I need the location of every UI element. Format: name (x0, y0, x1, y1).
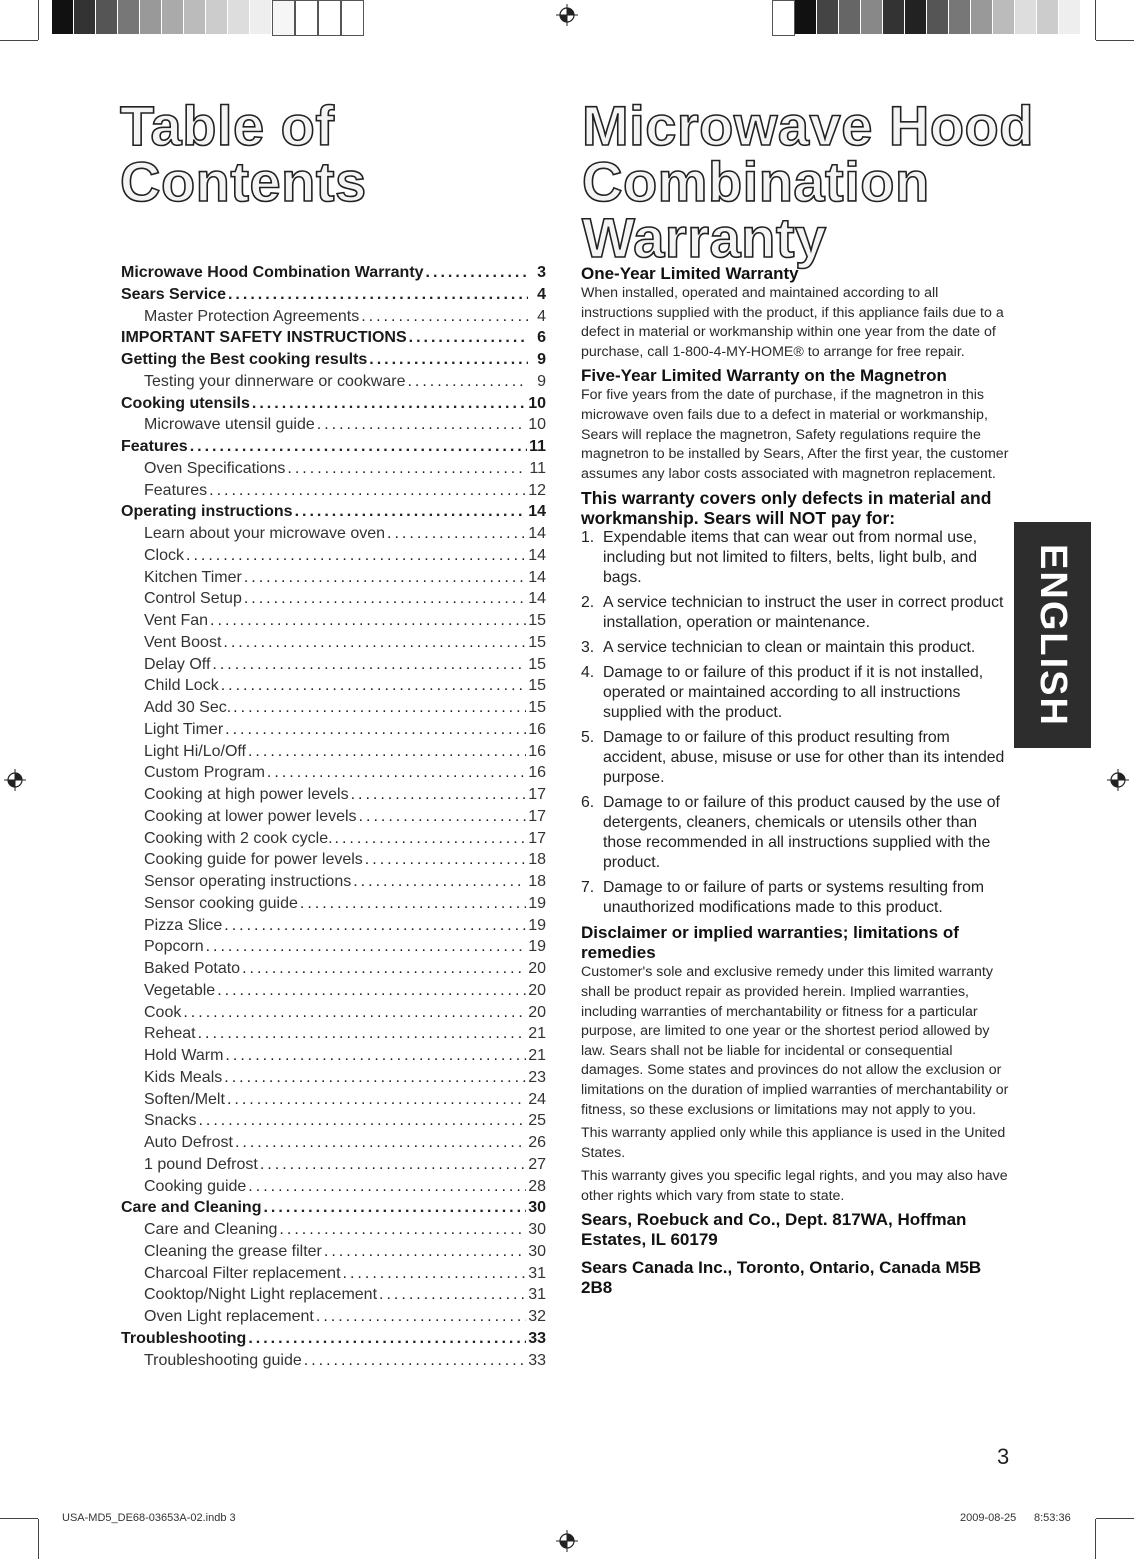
toc-entry-page: 31 (528, 1286, 546, 1304)
toc-dot-leader (210, 612, 526, 630)
exclusion-item (581, 793, 1011, 873)
one-year-text: When installed, operated and maintained according to all instructions supplied with the product, if this appliance fails due to a defect in material or workmanship within one year from the date of purchase, call 1-800-4-MY-HOME® to arrange for free repair. (581, 285, 1004, 360)
toc-entry (121, 395, 546, 417)
toc-entry-title: 1 pound Defrost (144, 1155, 258, 1173)
toc-dot-leader (409, 329, 528, 347)
toc-entry-title: Sensor operating instructions (144, 873, 352, 890)
registration-mark-icon (556, 4, 578, 26)
registration-mark-icon (556, 1530, 578, 1552)
toc-entry-page: 14 (528, 590, 546, 608)
footer-file-name: USA-MD5_DE68-03653A-02.indb 3 (62, 1512, 236, 1524)
toc-dot-leader (279, 1221, 526, 1239)
toc-entry-page: 26 (528, 1134, 546, 1151)
toc-entry-page: 19 (528, 894, 546, 912)
toc-entry-page: 3 (537, 264, 546, 281)
toc-dot-leader (252, 395, 526, 413)
toc-entry-title: Cooking with 2 cook cycle. (144, 829, 333, 847)
toc-entry-title: Charcoal Filter replacement (144, 1264, 341, 1282)
toc-entry-title: Child Lock (144, 677, 219, 695)
toc-entry-title: Soften/Melt (144, 1090, 225, 1108)
exclusion-item (581, 528, 1011, 588)
toc-dot-leader (316, 1308, 526, 1326)
toc-dot-leader (260, 1156, 526, 1174)
toc-entry (121, 438, 546, 460)
crop-mark (1096, 40, 1134, 41)
toc-dot-leader (221, 677, 527, 695)
five-year-text: For five years from the date of purchase, if the magnetron in this microwave oven fails due to a defect in material or workmanship, Sears will replace the magnetron, Safety regulations require the magnetron to be installed by Sears, After the first year, the customer assumes any labor costs associated with magnetron replacement. (581, 387, 1009, 482)
toc-entry (121, 1243, 546, 1265)
toc-dot-leader (295, 503, 527, 521)
toc-entry-title: Popcorn (144, 938, 204, 956)
toc-entry-page: 9 (537, 372, 546, 390)
toc-entry-title: Cleaning the grease filter (144, 1242, 322, 1260)
toc-entry (121, 264, 546, 286)
toc-entry (121, 525, 546, 547)
toc-entry-page: 15 (528, 612, 546, 629)
toc-entry (121, 1025, 546, 1047)
toc-entry-page: 28 (528, 1177, 546, 1195)
toc-entry-title: Features (144, 481, 208, 499)
toc-entry-page: 11 (529, 438, 546, 455)
exclusion-item (581, 593, 1011, 633)
exclusion-number: 3. (581, 639, 595, 657)
calibration-bar-left (52, 0, 364, 34)
toc-entry-page: 18 (528, 873, 546, 890)
toc-dot-leader (227, 1091, 526, 1109)
toc-dot-leader (212, 656, 526, 674)
toc-entry-page: 10 (528, 416, 546, 434)
toc-entry-title: Vegetable (144, 981, 216, 999)
warranty-title-line: Combination (582, 150, 930, 213)
toc-entry-title: Cooking guide for power levels (144, 851, 363, 869)
toc-entry-title: Learn about your microwave oven (144, 525, 386, 542)
warranty-title (582, 94, 1034, 269)
page-number: 3 (997, 1444, 1010, 1469)
toc-entry-title: Delay Off (144, 655, 211, 673)
toc-entry (121, 1352, 546, 1374)
toc-entry-title: Troubleshooting (121, 1329, 247, 1347)
toc-entry-page: 21 (528, 1047, 546, 1064)
warranty-section (581, 264, 1011, 1298)
toc-entry-page: 12 (528, 481, 546, 499)
toc-entry-title: Baked Potato (144, 960, 241, 977)
toc-entry (121, 895, 546, 917)
toc-entry (121, 938, 546, 960)
sears-canada-address: Sears Canada Inc., Toronto, Ontario, Canada M5B 2B8 (581, 1258, 982, 1298)
crop-mark (38, 1519, 39, 1559)
toc-entry (121, 1286, 546, 1308)
toc-entry-page: 32 (528, 1308, 546, 1325)
toc-entry-title: Kitchen Timer (144, 568, 242, 586)
exclusion-text: A service technician to clean or maintain this product. (603, 639, 976, 657)
toc-entry (121, 873, 546, 895)
toc-entry-title: Master Protection Agreements (144, 307, 360, 325)
toc-entry-page: 33 (528, 1329, 546, 1347)
toc-entry (121, 786, 546, 808)
toc-entry-title: Microwave utensil guide (144, 416, 315, 434)
toc-dot-leader (244, 590, 526, 608)
toc-entry-title: Cooking at lower power levels (144, 807, 357, 825)
toc-entry (121, 373, 546, 395)
toc-entry-page: 14 (528, 525, 546, 542)
toc-entry (121, 830, 546, 852)
exclusion-item (581, 728, 1011, 788)
toc-entry-title: Cook (144, 1003, 182, 1021)
toc-dot-leader (387, 525, 526, 543)
toc-entry (121, 460, 546, 482)
toc-entry-page: 18 (528, 851, 546, 869)
toc-entry-page: 15 (528, 699, 546, 716)
toc-entry (121, 699, 546, 721)
exclusion-text: Damage to or failure of this product resulting from accident, abuse, misuse or use for other than its intended purpose. (603, 729, 1005, 787)
toc-entry-title: Add 30 Sec. (144, 699, 232, 716)
toc-entry-page: 25 (528, 1112, 546, 1130)
toc-entry (121, 569, 546, 591)
toc-entry (121, 547, 546, 569)
toc-dot-leader (287, 460, 527, 478)
toc-entry-title: Cooking at high power levels (144, 786, 349, 803)
toc-entry-page: 16 (528, 764, 546, 782)
toc-entry-title: Microwave Hood Combination Warranty (121, 264, 424, 281)
toc-entry-page: 6 (537, 329, 546, 347)
toc-dot-leader (190, 438, 527, 456)
toc-entry-page: 14 (528, 546, 546, 564)
exclusion-number: 5. (581, 729, 595, 747)
toc-entry (121, 1178, 546, 1200)
toc-entry-title: Light Timer (144, 720, 224, 738)
toc-entry-title: Features (121, 438, 188, 455)
exclusion-text: Damage to or failure of this product caused by the use of detergents, cleaners, chemicals or utensils other than those recommended in all instructions supplied with the product. (603, 794, 1000, 872)
toc-entry-title: Oven Light replacement (144, 1308, 314, 1325)
toc-dot-leader (300, 895, 526, 913)
warranty-title-line: Warranty (582, 206, 827, 269)
toc-title (120, 94, 367, 213)
toc-dot-leader (198, 1112, 526, 1130)
language-tab (1014, 522, 1091, 748)
crop-mark (1095, 0, 1096, 40)
registration-mark-icon (4, 769, 26, 791)
toc-entry-page: 31 (528, 1264, 546, 1282)
toc-entry-title: Auto Defrost (144, 1134, 233, 1151)
exclusion-text: Damage to or failure of this product if it is not installed, operated or maintained according to all instructions supplied with the product. (603, 664, 984, 722)
calibration-bar-right (772, 0, 1081, 34)
toc-entry (121, 329, 546, 351)
toc-entry-title: Control Setup (144, 590, 242, 608)
toc-entry (121, 1308, 546, 1330)
toc-dot-leader (224, 917, 526, 935)
toc-dot-leader (304, 1352, 526, 1370)
crop-mark (38, 0, 39, 40)
toc-entry-title: Pizza Slice (144, 916, 223, 934)
toc-title-line: Table of (120, 94, 335, 157)
crop-mark (0, 1518, 38, 1519)
toc-dot-leader (317, 416, 526, 434)
toc-entry-title: Cooktop/Night Light replacement (144, 1286, 378, 1304)
toc-title-line: Contents (120, 150, 367, 213)
registration-mark-icon (1107, 769, 1129, 791)
toc-entry (121, 808, 546, 830)
toc-entry (121, 1004, 546, 1026)
toc-entry-page: 4 (537, 285, 546, 303)
toc-dot-leader (223, 634, 526, 652)
toc-entry (121, 634, 546, 656)
toc-entry-page: 21 (528, 1025, 546, 1043)
exclusion-number: 7. (581, 879, 595, 897)
toc-entry-title: Operating instructions (121, 503, 293, 521)
toc-entry-title: Clock (144, 546, 185, 564)
toc-entry (121, 1199, 546, 1221)
crop-mark (1095, 1519, 1096, 1559)
toc-entry-title: Custom Program (144, 764, 265, 782)
toc-entry (121, 1134, 546, 1156)
one-year-heading: One-Year Limited Warranty (581, 264, 799, 283)
toc-dot-leader (242, 960, 526, 978)
exclusion-text: Damage to or failure of parts or systems resulting from unauthorized modifications made to this product. (603, 879, 985, 917)
toc-dot-leader (335, 830, 527, 848)
toc-entry-page: 30 (528, 1242, 546, 1260)
toc-dot-leader (198, 1025, 527, 1043)
toc-entry (121, 482, 546, 504)
toc-entry-page: 15 (528, 633, 546, 651)
legal-rights-text: This warranty gives you specific legal rights, and you may also have other rights which vary from state to state. (581, 1168, 1008, 1204)
toc-dot-leader (183, 1004, 526, 1022)
toc-entry (121, 1112, 546, 1134)
toc-entry-page: 4 (537, 307, 546, 325)
toc-entry-page: 17 (528, 807, 546, 825)
toc-entry (121, 851, 546, 873)
toc-entry-title: Care and Cleaning (121, 1199, 262, 1217)
toc-dot-leader (324, 1243, 526, 1261)
toc-dot-leader (217, 982, 526, 1000)
exclusion-text: A service technician to instruct the user in correct product installation, operation or maintenance. (603, 594, 1004, 632)
toc-entry-page: 19 (528, 916, 546, 934)
toc-entry-title: Vent Boost (144, 633, 222, 651)
toc-entry-page: 20 (528, 960, 546, 977)
toc-entry (121, 1069, 546, 1091)
toc-entry-page: 10 (528, 394, 546, 412)
toc-entry-page: 16 (528, 720, 546, 738)
toc-entry-page: 14 (528, 503, 546, 521)
toc-entry (121, 917, 546, 939)
toc-entry-page: 20 (528, 981, 546, 999)
toc-dot-leader (244, 569, 526, 587)
toc-entry-title: Testing your dinnerware or cookware (144, 372, 406, 390)
toc-entry-page: 15 (528, 677, 546, 695)
toc-dot-leader (263, 1199, 526, 1217)
us-only-text: This warranty applied only while this appliance is used in the United States. (581, 1125, 1006, 1161)
toc-dot-leader (224, 1069, 526, 1087)
table-of-contents (121, 264, 546, 1373)
footer-date: 2009-08-25 (960, 1512, 1017, 1524)
toc-dot-leader (351, 786, 527, 804)
toc-entry-title: Reheat (144, 1025, 196, 1043)
exclusion-number: 1. (581, 529, 595, 547)
toc-dot-leader (228, 286, 528, 304)
toc-entry-title: Cooking utensils (121, 394, 250, 412)
toc-dot-leader (235, 1134, 526, 1152)
toc-dot-leader (186, 547, 526, 565)
toc-entry (121, 764, 546, 786)
toc-dot-leader (225, 1047, 526, 1065)
toc-entry-page: 19 (528, 938, 546, 956)
toc-entry-page: 11 (529, 459, 546, 477)
coverage-heading: This warranty covers only defects in material and workmanship. Sears will NOT pay for: (581, 488, 992, 529)
toc-dot-leader (353, 873, 526, 891)
toc-dot-leader (225, 721, 526, 739)
exclusion-number: 4. (581, 664, 595, 682)
toc-entry (121, 286, 546, 308)
toc-entry-page: 9 (537, 351, 546, 368)
toc-entry-page: 30 (528, 1199, 546, 1217)
toc-entry-page: 23 (528, 1068, 546, 1086)
toc-entry-page: 27 (528, 1155, 546, 1173)
exclusion-text: Expendable items that can wear out from normal use, including but not limited to filters, belts, light bulb, and bags. (603, 529, 978, 587)
toc-entry-title: Troubleshooting guide (144, 1351, 302, 1369)
toc-entry (121, 1221, 546, 1243)
toc-entry (121, 1047, 546, 1069)
toc-entry-page: 20 (528, 1003, 546, 1021)
exclusion-item (581, 663, 1011, 723)
toc-entry (121, 503, 546, 525)
toc-dot-leader (407, 373, 528, 391)
exclusion-item (581, 878, 1011, 918)
language-tab-label: ENGLISH (1032, 543, 1074, 727)
crop-mark (1096, 1518, 1134, 1519)
toc-entry-page: 16 (528, 742, 546, 760)
five-year-heading: Five-Year Limited Warranty on the Magnetron (581, 366, 947, 386)
toc-entry (121, 982, 546, 1004)
exclusions-list (581, 528, 1011, 918)
toc-dot-leader (233, 699, 526, 717)
toc-dot-leader (267, 764, 526, 782)
toc-entry-page: 24 (528, 1090, 546, 1108)
toc-entry (121, 1330, 546, 1352)
toc-entry (121, 351, 546, 373)
toc-entry (121, 656, 546, 678)
toc-dot-leader (365, 851, 526, 869)
toc-entry (121, 612, 546, 634)
footer-time: 8:53:36 (1034, 1512, 1071, 1524)
exclusion-number: 2. (581, 594, 595, 612)
toc-entry-page: 17 (528, 786, 546, 803)
toc-entry (121, 308, 546, 330)
toc-entry (121, 416, 546, 438)
toc-entry-title: Cooking guide (144, 1177, 247, 1195)
exclusion-number: 6. (581, 794, 595, 812)
toc-dot-leader (379, 1286, 526, 1304)
sears-us-address: Sears, Roebuck and Co., Dept. 817WA, Hoffman Estates, IL 60179 (581, 1210, 967, 1250)
toc-entry (121, 1156, 546, 1178)
toc-entry (121, 590, 546, 612)
toc-entry (121, 743, 546, 765)
toc-dot-leader (426, 264, 528, 282)
toc-entry-title: Care and Cleaning (144, 1221, 278, 1238)
toc-entry-page: 14 (528, 568, 546, 586)
toc-entry-page: 17 (528, 829, 546, 847)
toc-dot-leader (206, 938, 527, 956)
toc-entry-title: Vent Fan (144, 612, 209, 629)
toc-entry-page: 15 (528, 655, 546, 673)
toc-entry-title: Hold Warm (144, 1047, 224, 1064)
toc-entry-title: Sensor cooking guide (144, 894, 298, 912)
toc-dot-leader (248, 1330, 526, 1348)
toc-dot-leader (209, 482, 526, 500)
toc-dot-leader (369, 351, 528, 369)
toc-dot-leader (361, 308, 528, 326)
toc-entry (121, 1091, 546, 1113)
exclusion-item (581, 638, 1011, 658)
toc-entry-title: Getting the Best cooking results (121, 351, 368, 368)
toc-dot-leader (248, 743, 526, 761)
toc-entry (121, 960, 546, 982)
toc-entry (121, 1265, 546, 1287)
toc-entry (121, 677, 546, 699)
warranty-title-line: Microwave Hood (582, 94, 1034, 157)
toc-entry-title: Oven Specifications (144, 459, 286, 477)
toc-entry-title: Snacks (144, 1112, 197, 1130)
toc-entry-page: 30 (528, 1221, 546, 1238)
toc-entry-title: Light Hi/Lo/Off (144, 742, 246, 760)
crop-mark (0, 40, 38, 41)
toc-entry-page: 33 (528, 1351, 546, 1369)
toc-entry-title: Sears Service (121, 285, 226, 303)
toc-dot-leader (359, 808, 527, 826)
toc-dot-leader (343, 1265, 527, 1283)
toc-entry (121, 721, 546, 743)
toc-dot-leader (248, 1178, 526, 1196)
toc-entry-title: IMPORTANT SAFETY INSTRUCTIONS (121, 329, 407, 347)
disclaimer-heading: Disclaimer or implied warranties; limitations of remedies (581, 923, 959, 963)
disclaimer-text: Customer's sole and exclusive remedy under this limited warranty shall be product repair as provided herein. Implied warranties, including warranties of merchantability or fitness for a particular purpose, are limited to one year or the shortest period allowed by law. Sears shall not be liable for incidental or consequential damages. Some states and provinces do not allow the exclusion or limitations on the duration of implied warranties of merchantability or fitness, so these exclusions or limitations may not apply to you. (581, 964, 1009, 1118)
toc-entry-title: Kids Meals (144, 1068, 223, 1086)
